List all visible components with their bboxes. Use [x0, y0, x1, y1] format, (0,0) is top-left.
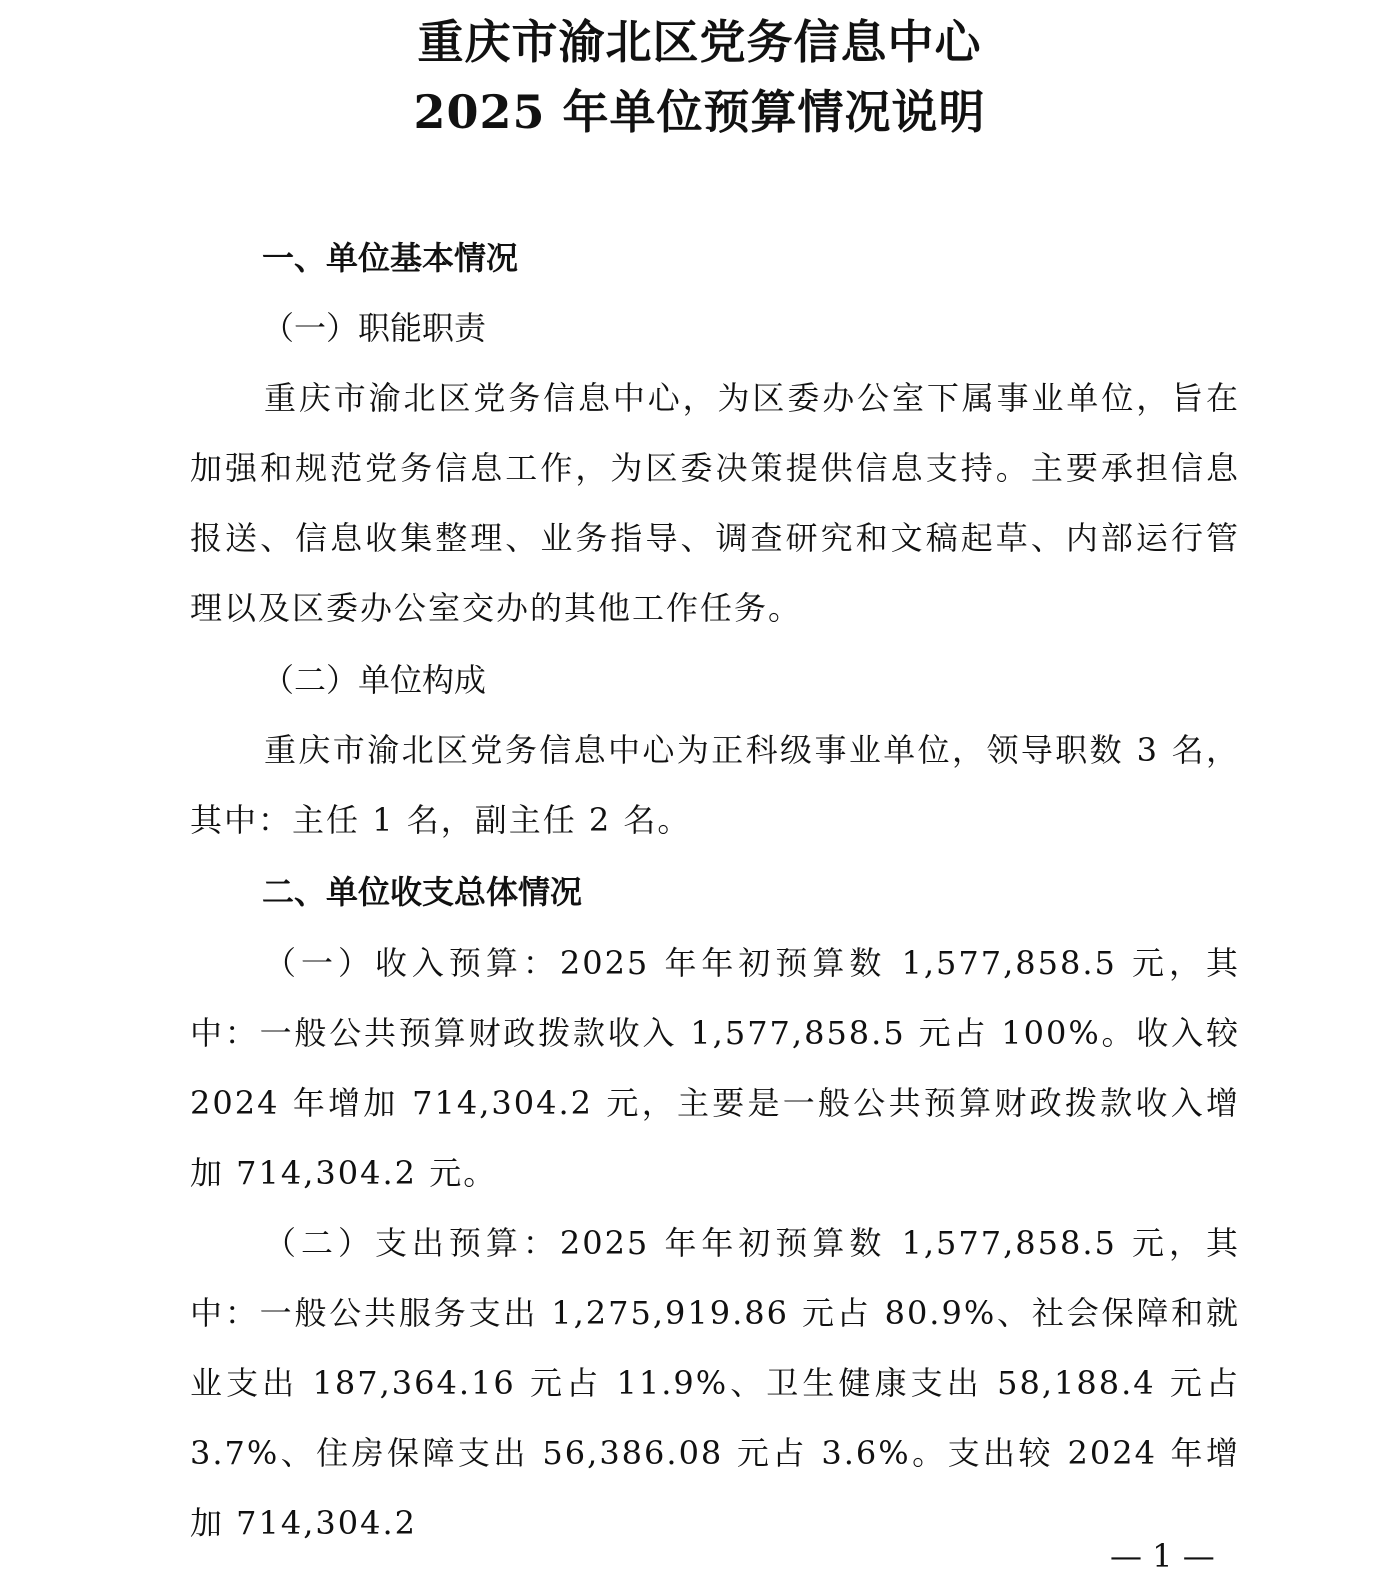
- expense-budget-paragraph: （二）支出预算：2025 年年初预算数 1,577,858.5 元，其中：一般公共服务支出 1,275,919.86 元占 80.9%、社会保障和就业支出 187,364.16 元占 11.9%、卫生健康支出 58,188.4 元占 3.7%、住房保障支出 56,386.08 元占 3.6%。支出较 2024 年增加 714,304.2: [190, 1224, 1240, 1542]
- section-1-sub-2-heading: （二）单位构成: [262, 661, 487, 699]
- section-1-heading: 一、单位基本情况: [262, 239, 519, 277]
- section-1-sub-1-heading: （一）职能职责: [262, 309, 487, 347]
- page-number: — 1 —: [1110, 1537, 1215, 1575]
- section-1-sub-2-text: 重庆市渝北区党务信息中心为正科级事业单位，领导职数 3 名，其中：主任 1 名，副主任 2 名。: [190, 731, 1240, 839]
- section-2-heading: 二、单位收支总体情况: [262, 873, 583, 911]
- section-1-sub-1-text: 重庆市渝北区党务信息中心，为区委办公室下属事业单位，旨在加强和规范党务信息工作，为区委决策提供信息支持。主要承担信息报送、信息收集整理、业务指导、调查研究和文稿起草、内部运行管理以及区委办公室交办的其他工作任务。: [190, 379, 1240, 627]
- income-budget-paragraph: （一）收入预算：2025 年年初预算数 1,577,858.5 元，其中：一般公共预算财政拨款收入 1,577,858.5 元占 100%。收入较 2024 年增加 714,304.2 元，主要是一般公共预算财政拨款收入增加 714,304.2 元。: [190, 944, 1240, 1192]
- document-title-line-1: 重庆市渝北区党务信息中心: [417, 15, 982, 69]
- document-title-line-2: 2025 年单位预算情况说明: [413, 85, 986, 139]
